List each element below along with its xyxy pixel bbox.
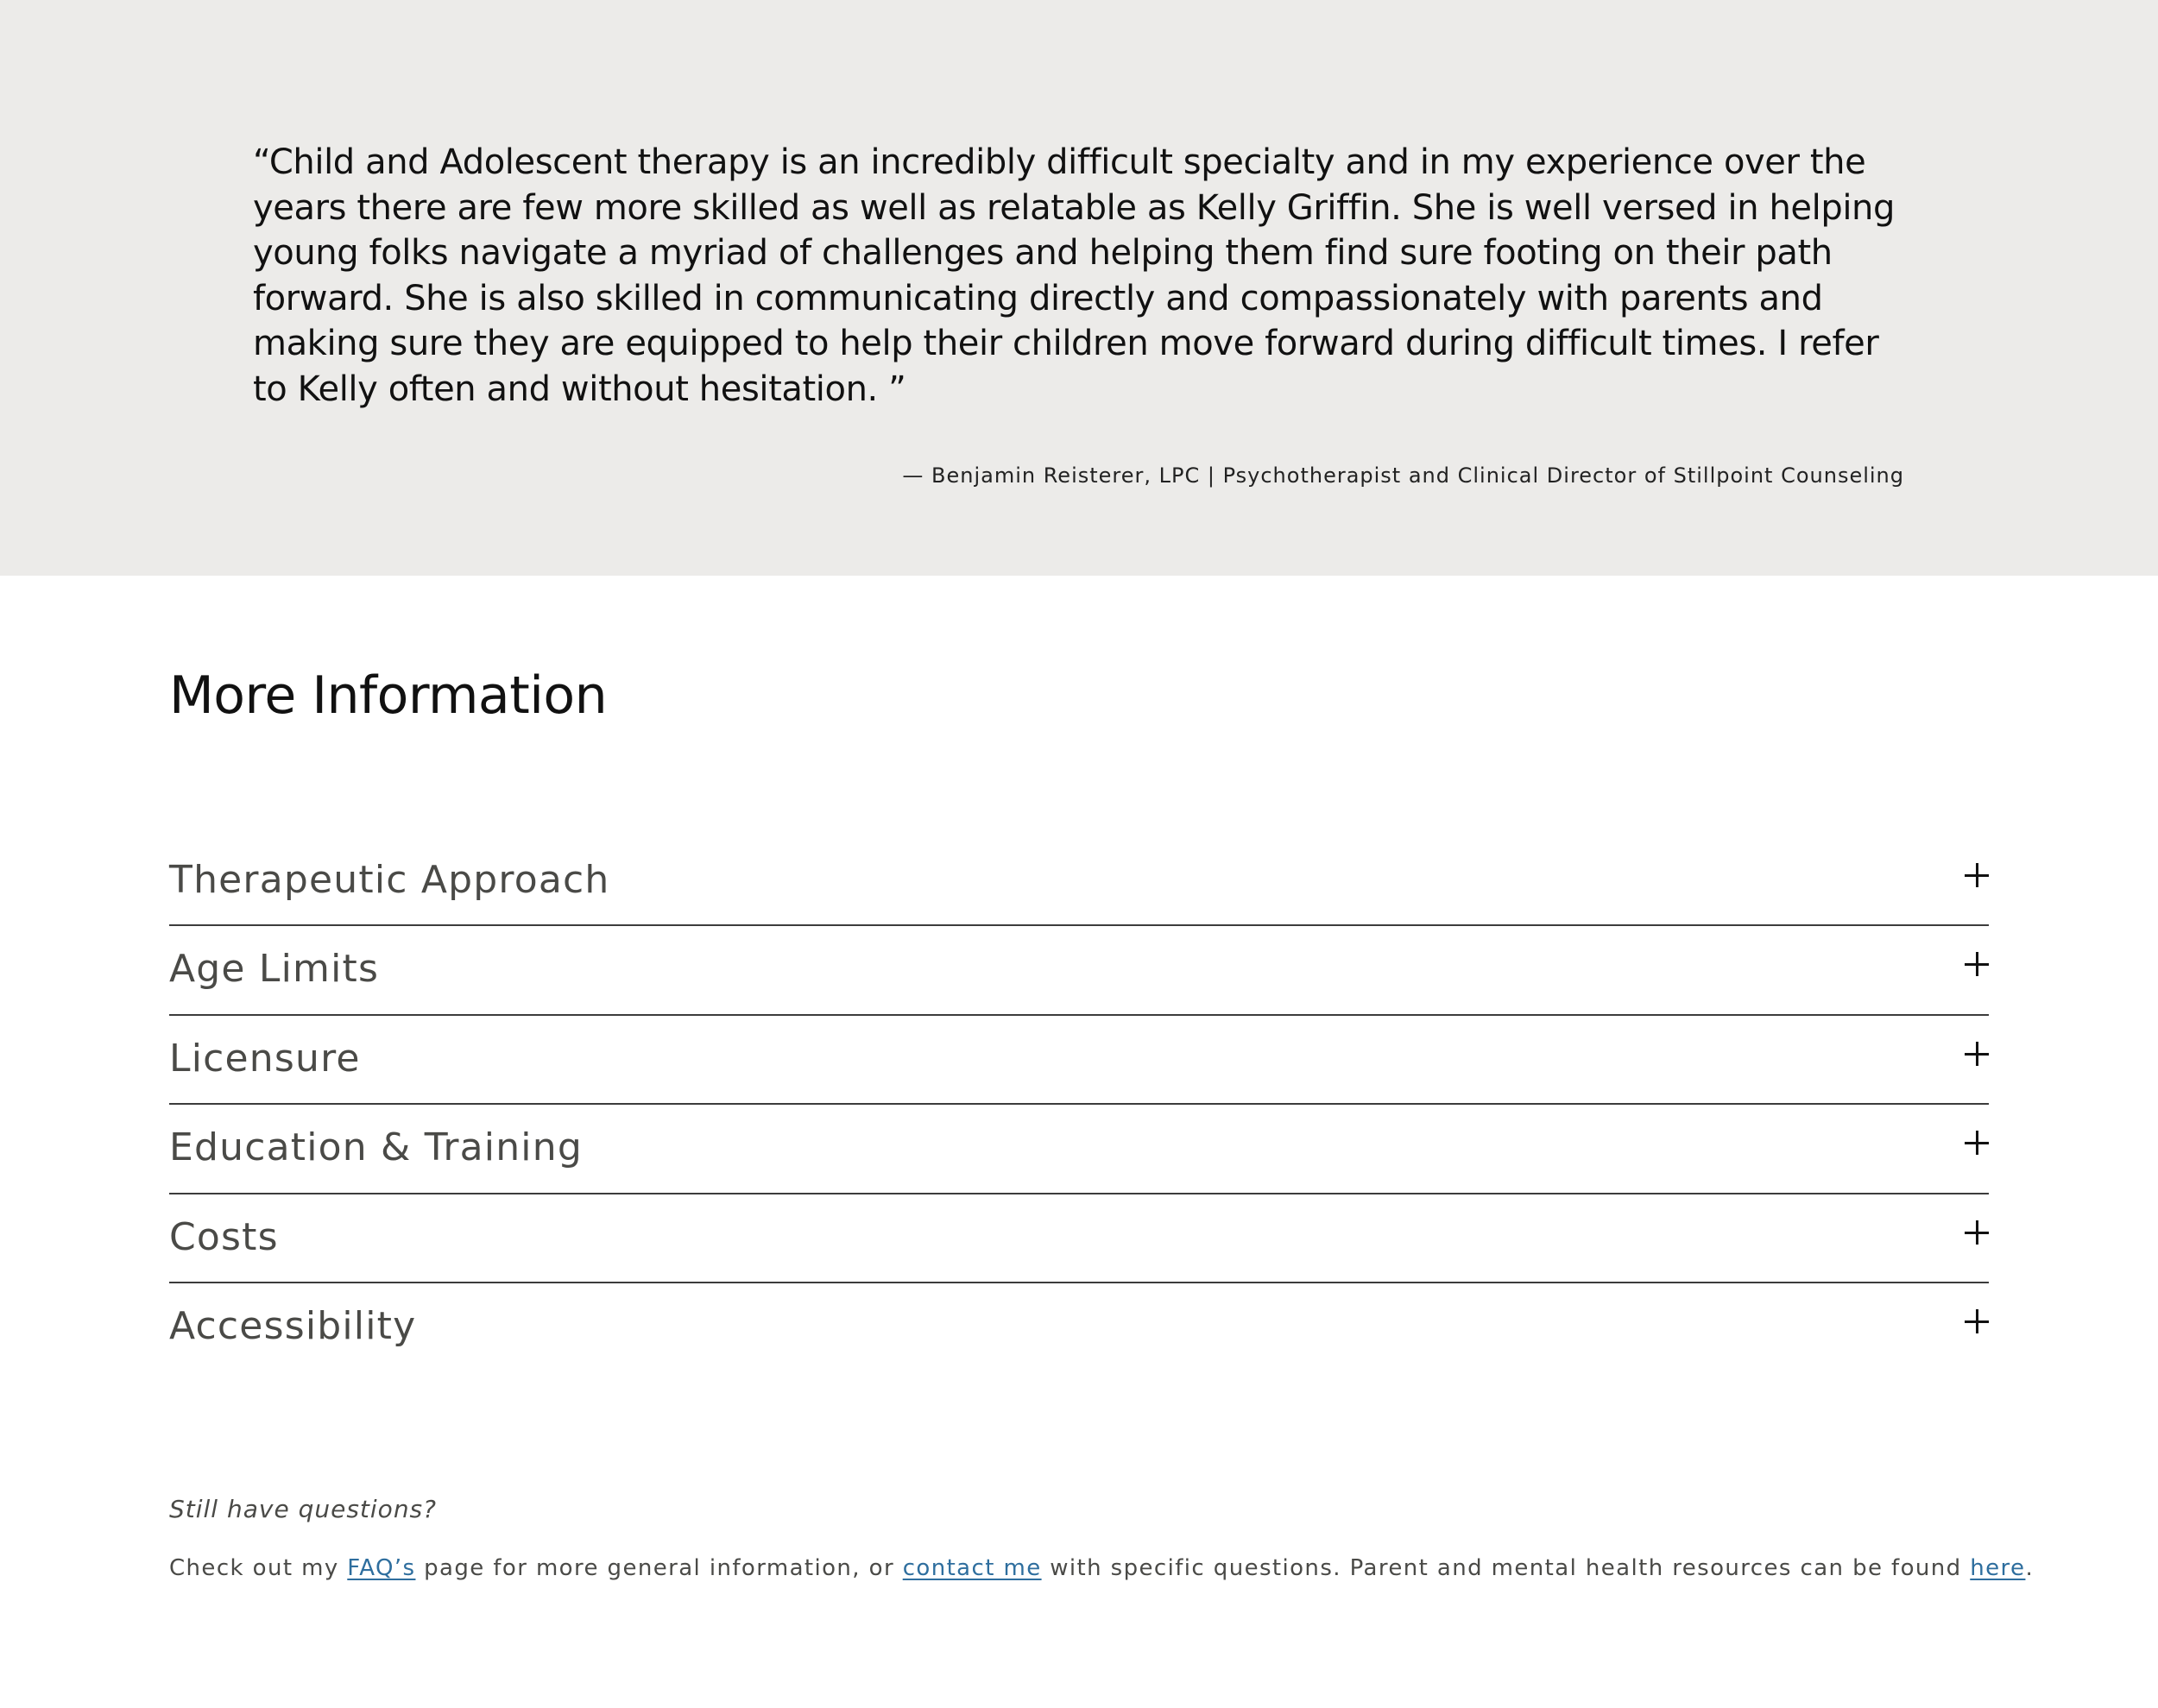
plus-icon[interactable] — [1965, 1131, 1989, 1155]
accordion-label[interactable]: Education & Training — [169, 1125, 583, 1170]
more-information-accordion — [169, 837, 1989, 1372]
resources-text-3: with specific questions. Parent and mental health resources can be found — [1041, 1555, 1971, 1581]
accordion-label[interactable]: Licensure — [169, 1036, 361, 1081]
contact-me-link[interactable]: contact me — [902, 1555, 1042, 1581]
accordion-item-therapeutic-approach[interactable] — [169, 837, 1989, 926]
accordion-item-accessibility[interactable] — [169, 1283, 1989, 1372]
accordion-item-costs[interactable] — [169, 1194, 1989, 1283]
accordion-item-education-training[interactable] — [169, 1105, 1989, 1194]
still-have-questions: Still have questions? — [169, 1495, 438, 1523]
testimonial-quote: “Child and Adolescent therapy is an incredibly difficult specialty and in my experience over the years there are few more skilled as well as relatable as Kelly Griffin. She is well versed in helping young folks navigate a myriad of challenges and helping them find sure footing on their path forward. She is also skilled in communicating directly and compassionately with parents and making sure they are equipped to help their children move forward during difficult times. I refer to Kelly often and without hesitation. ” — [253, 142, 1895, 409]
resources-text-4: . — [2025, 1555, 2035, 1581]
plus-icon[interactable] — [1965, 1309, 1989, 1333]
resources-paragraph — [169, 1555, 2034, 1581]
testimonial-section — [0, 0, 2158, 576]
accordion-label[interactable]: Age Limits — [169, 947, 380, 992]
plus-icon[interactable] — [1965, 1220, 1989, 1245]
plus-icon[interactable] — [1965, 952, 1989, 976]
resources-here-link[interactable]: here — [1970, 1555, 2026, 1581]
accordion-item-licensure[interactable] — [169, 1016, 1989, 1105]
faq-link[interactable]: FAQ’s — [347, 1555, 416, 1581]
accordion-item-age-limits[interactable] — [169, 926, 1989, 1015]
testimonial-attribution: — Benjamin Reisterer, LPC | Psychotherapist and Clinical Director of Stillpoint Counseling — [902, 463, 1904, 488]
accordion-label[interactable]: Accessibility — [169, 1303, 417, 1348]
resources-text-1: Check out my — [169, 1555, 348, 1581]
plus-icon[interactable] — [1965, 863, 1989, 887]
plus-icon[interactable] — [1965, 1042, 1989, 1066]
accordion-label[interactable]: Costs — [169, 1214, 279, 1259]
accordion-label[interactable]: Therapeutic Approach — [169, 858, 610, 902]
more-information-title: More Information — [169, 665, 608, 726]
resources-text-2: page for more general information, or — [415, 1555, 903, 1581]
